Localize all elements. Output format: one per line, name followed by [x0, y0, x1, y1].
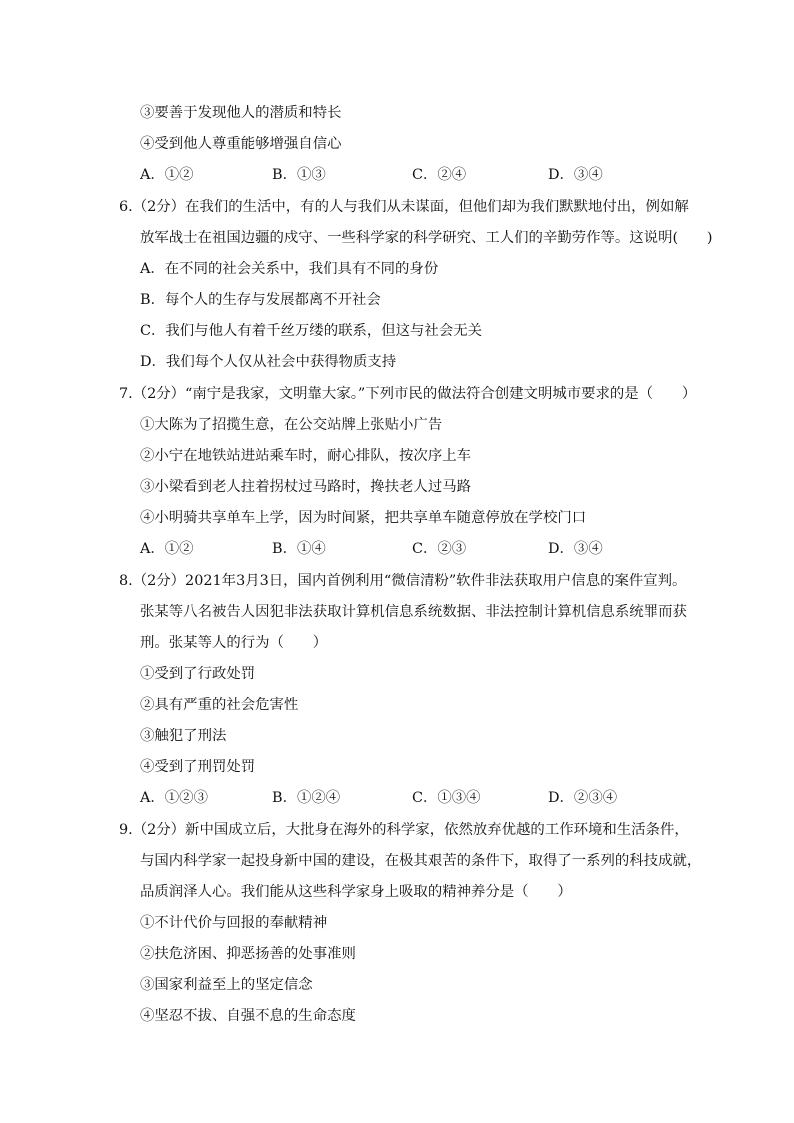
q8-option-a: A．①②③: [140, 790, 208, 806]
prev-option-a: A．①②: [140, 167, 194, 183]
q7-stem-line-1: 7.（2分）“南宁是我家，文明靠大家。”下列市民的做法符合创建文明城市要求的是（ ）: [119, 386, 697, 402]
q7-statement-4: ④小明骑共享单车上学，因为时间紧，把共享单车随意停放在学校门口: [140, 510, 587, 526]
q9-stem-line-1: 9.（2分）新中国成立后，大批身在海外的科学家，依然放弃优越的工作环境和生活条件，: [119, 822, 689, 838]
q8-option-c: C．①③④: [412, 790, 481, 806]
q8-statement-4: ④受到了刑罚处罚: [140, 759, 256, 775]
q7-statement-3: ③小梁看到老人拄着拐杖过马路时，搀扶老人过马路: [140, 479, 471, 495]
q8-statement-2: ②具有严重的社会危害性: [140, 697, 299, 713]
q6-stem-line-1: 6.（2分）在我们的生活中，有的人与我们从未谋面，但他们却为我们默默地付出，例如解: [119, 199, 689, 215]
q8-statement-3: ③触犯了刑法: [140, 728, 227, 744]
q7-option-b: B．①④: [272, 541, 326, 557]
q6-choice-a: A．在不同的社会关系中，我们具有不同的身份: [140, 261, 439, 277]
q9-statement-4: ④坚忍不拔、自强不息的生命态度: [140, 1008, 356, 1024]
q7-statement-2: ②小宁在地铁站进站乘车时，耐心排队，按次序上车: [140, 448, 471, 464]
q6-stem-line-2: 放军战士在祖国边疆的戍守、一些科学家的科学研究、工人们的辛勤劳作等。这说明( ): [140, 230, 713, 246]
q9-stem-line-2: 与国内科学家一起投身新中国的建设，在极其艰苦的条件下，取得了一系列的科技成就，: [140, 853, 702, 869]
q6-choice-b: B．每个人的生存与发展都离不开社会: [140, 292, 381, 308]
q8-stem-line-2: 张某等八名被告人因犯非法获取计算机信息系统数据、非法控制计算机信息系统罪而获: [140, 604, 687, 620]
q9-stem-line-3: 品质润泽人心。我们能从这些科学家身上吸取的精神养分是（ ）: [140, 884, 572, 900]
prev-statement-3: ③要善于发现他人的潜质和特长: [140, 105, 342, 121]
q6-choice-d: D．我们每个人仅从社会中获得物质支持: [140, 354, 397, 370]
q8-stem-line-3: 刑。张某等人的行为（ ）: [140, 635, 328, 651]
q7-statement-1: ①大陈为了招揽生意，在公交站牌上张贴小广告: [140, 417, 443, 433]
q9-statement-1: ①不计代价与回报的奉献精神: [140, 915, 328, 931]
prev-option-d: D．③④: [548, 167, 603, 183]
prev-option-c: C．②④: [412, 167, 467, 183]
q6-choice-c: C．我们与他人有着千丝万缕的联系，但这与社会无关: [140, 323, 482, 339]
q9-statement-3: ③国家利益至上的坚定信念: [140, 977, 313, 993]
q7-option-d: D．③④: [548, 541, 603, 557]
q7-option-c: C．②③: [412, 541, 467, 557]
q9-statement-2: ②扶危济困、抑恶扬善的处事准则: [140, 946, 356, 962]
q8-option-b: B．①②④: [272, 790, 341, 806]
q7-option-a: A．①②: [140, 541, 194, 557]
q8-stem-line-1: 8.（2分）2021年3月3日，国内首例利用“微信清粉”软件非法获取用户信息的案件宣判。: [119, 573, 687, 589]
prev-option-b: B．①③: [272, 167, 326, 183]
prev-statement-4: ④受到他人尊重能够增强自信心: [140, 136, 342, 152]
q8-statement-1: ①受到了行政处罚: [140, 666, 256, 682]
q8-option-d: D．②③④: [548, 790, 618, 806]
